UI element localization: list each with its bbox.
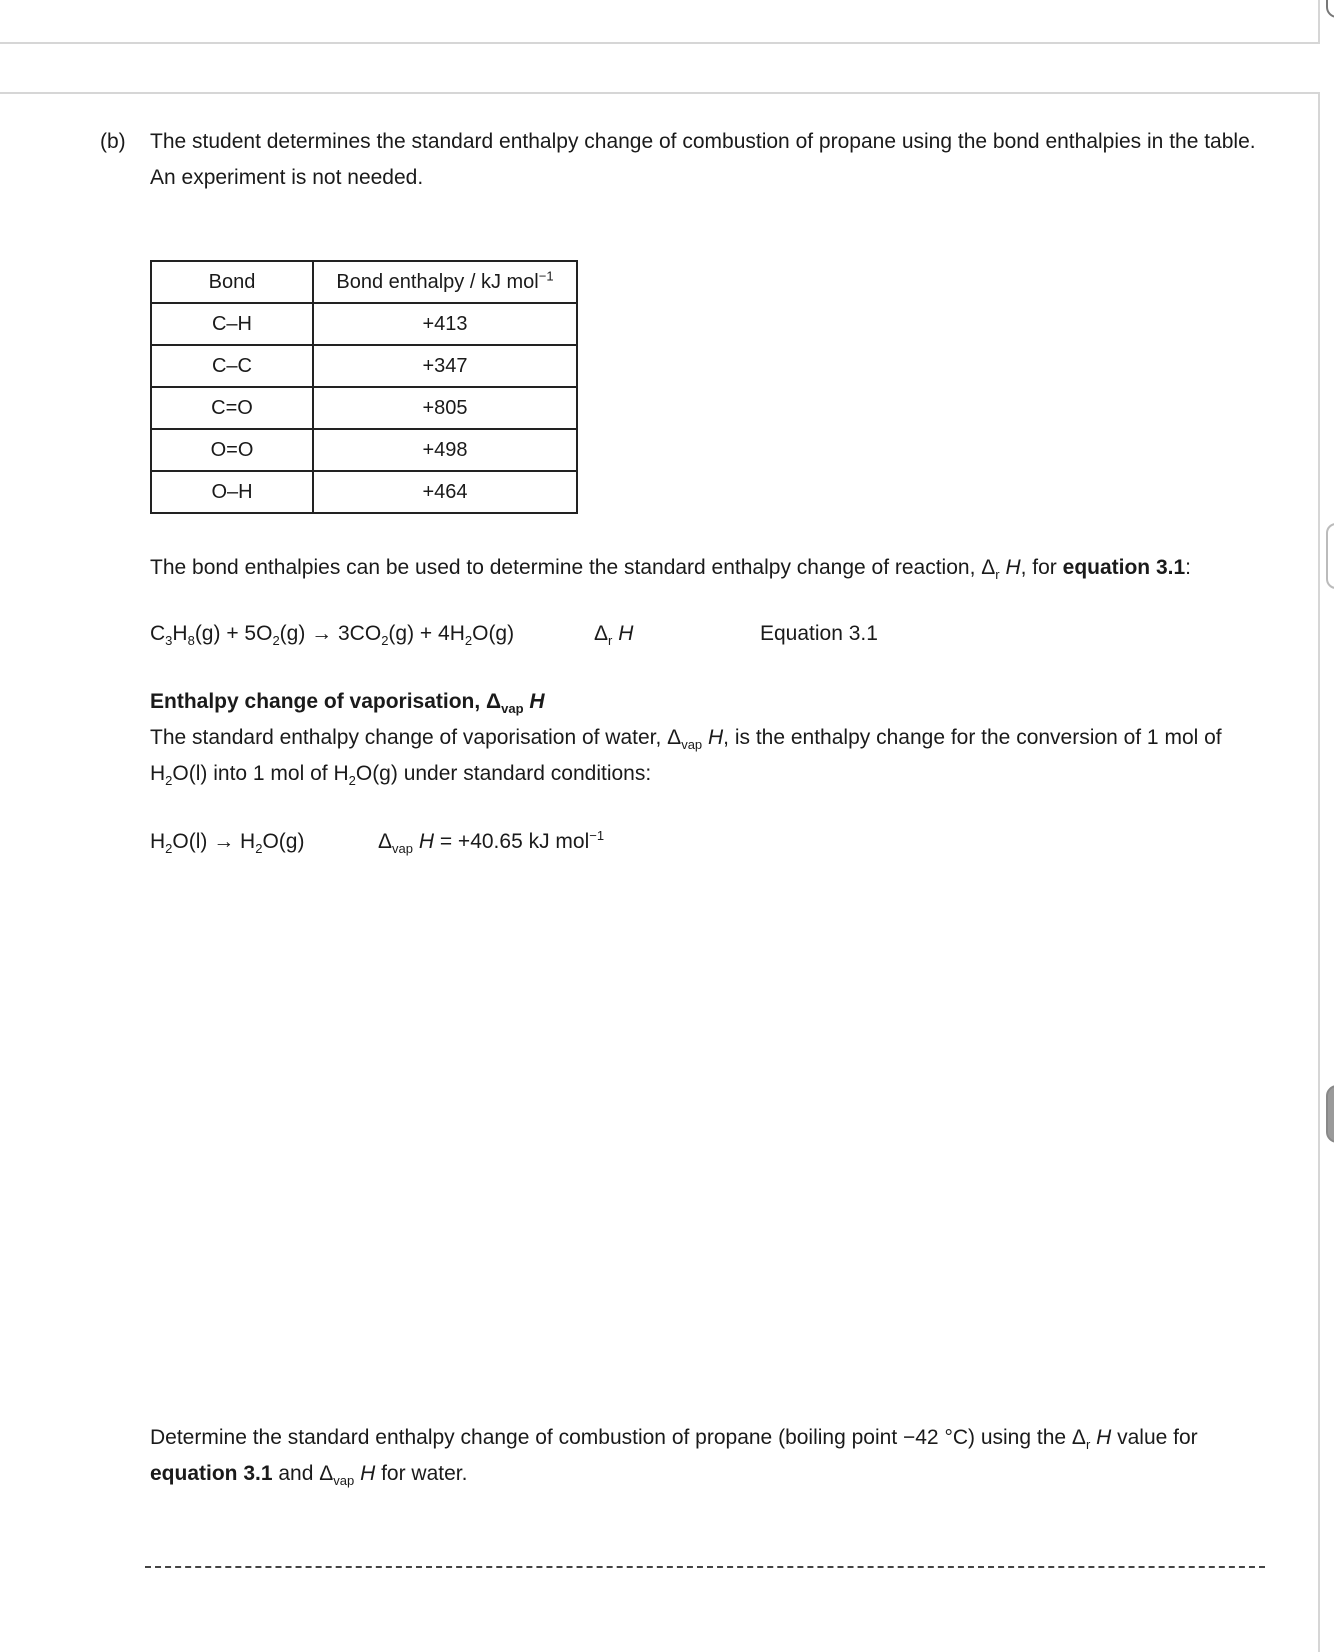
question-content [100, 124, 1280, 860]
answer-line[interactable] [145, 1566, 1265, 1568]
scroll-handle-top[interactable] [1326, 0, 1334, 18]
enthalpy-cell: +498 [313, 429, 577, 471]
final-question-text: Determine the standard enthalpy change of combustion of propane (boiling point −42 °C) using the $\Delta_r$ H value for equation 3.1 and $\Delta_{vap}$ H for water. [150, 1426, 1198, 1489]
bond-cell: O=O [151, 429, 313, 471]
reaction-paragraph: The bond enthalpies can be used to determine the standard enthalpy change of reaction, $\Delta_r$ H, for equation 3.1: [150, 556, 1192, 583]
bond-cell: C=O [151, 387, 313, 429]
header-enthalpy: Bond enthalpy / kJ mol$^{-1}$ [313, 261, 577, 303]
table-row [151, 345, 577, 387]
enthalpy-cell: +805 [313, 387, 577, 429]
equation-label: Equation 3.1 [760, 622, 878, 645]
table-header-row [151, 261, 577, 303]
question-intro-text: The student determines the standard enthalpy change of combustion of propane using the bond enthalpies in the table. An experiment is not needed. [150, 130, 1256, 189]
equation-3-1 [150, 616, 1280, 652]
question-part-label: (b) [100, 130, 126, 153]
vaporisation-equation [150, 824, 1280, 860]
vaporisation-heading: Enthalpy change of vaporisation, $\Delta_{vap}$ H [150, 690, 545, 717]
table-row [151, 387, 577, 429]
bond-cell: C–C [151, 345, 313, 387]
side-tab[interactable] [1326, 523, 1334, 589]
previous-question-frame [0, 0, 1320, 44]
vaporisation-description: The standard enthalpy change of vaporisation of water, $\Delta_{vap}$ H, is the enthalpy change for the conversion of 1 mol of $H_2O(l)$ into 1 mol of $H_2O(g)$ under standard conditions: [150, 726, 1222, 789]
header-bond: Bond [151, 261, 313, 303]
table-row [151, 303, 577, 345]
bond-cell: O–H [151, 471, 313, 513]
question-intro-row [100, 124, 1280, 196]
water-phase-equation: $H_2O(l) \to H_2O(g)$ [150, 830, 305, 857]
combustion-equation: $C_3H_8(g) + 5O_2(g) \to 3CO_2(g) + 4H_2O(g)$ [150, 622, 515, 649]
bond-cell: C–H [151, 303, 313, 345]
bond-enthalpy-table [150, 260, 578, 514]
scroll-handle[interactable] [1326, 1085, 1334, 1143]
enthalpy-cell: +413 [313, 303, 577, 345]
delta-r-h-symbol: $\Delta_r$ H [594, 622, 634, 649]
enthalpy-cell: +464 [313, 471, 577, 513]
table-row [151, 471, 577, 513]
vaporisation-value: $\Delta_{vap}$ H = +40.65 kJ mol$^{-1}$ [378, 828, 605, 857]
table-row [151, 429, 577, 471]
enthalpy-cell: +347 [313, 345, 577, 387]
